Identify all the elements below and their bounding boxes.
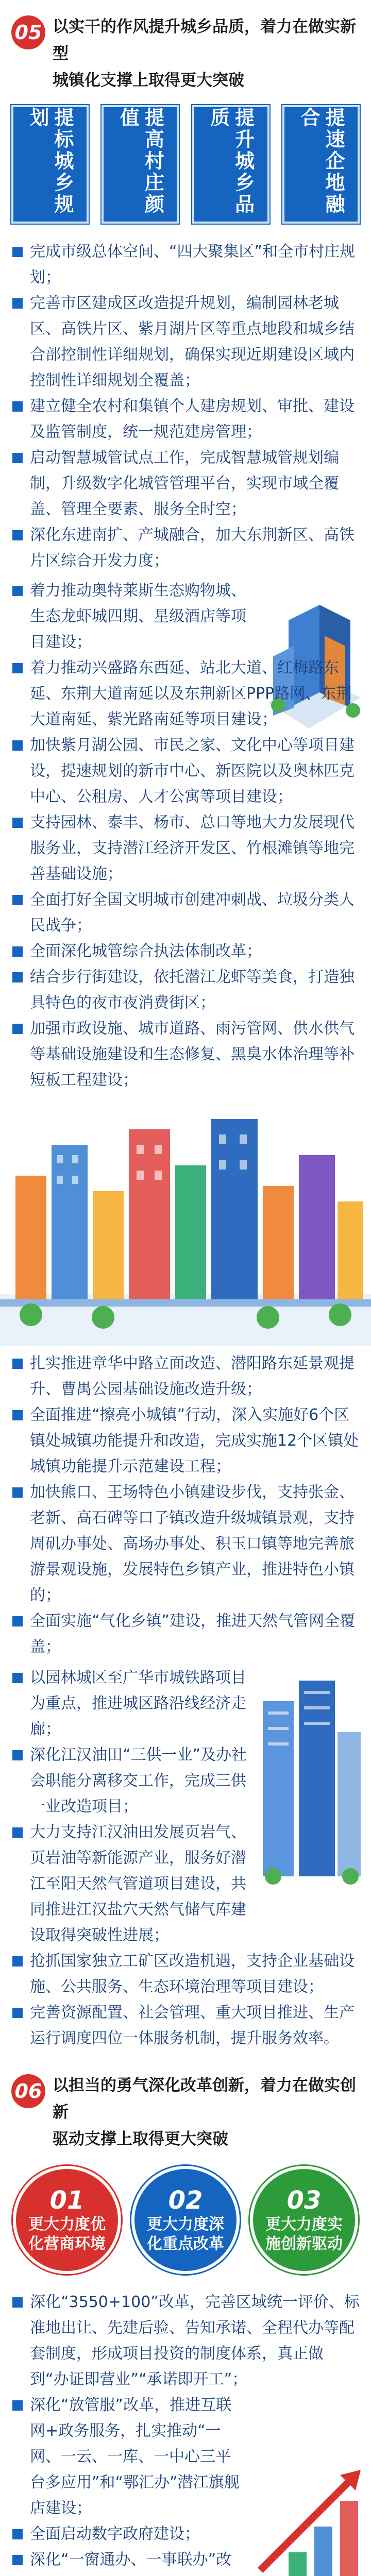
circle-item-3 — [247, 2166, 361, 2274]
list-item: 扎实推进章华中路立面改造、潜阳路东延景观提升、曹禺公园基础设施改造升级； — [12, 1351, 361, 1402]
section5-list-mid — [0, 1351, 371, 1660]
list-item: 着力推动奥特莱斯生态购物城、生态龙虾城四期、星级酒店等项目建设； — [12, 578, 258, 655]
list-item: 支持园林、泰丰、杨市、总口等地大力发展现代服务业，支持潜江经济开发区、竹根滩镇等地完善基础设施； — [12, 810, 361, 887]
list-item: 全面实施“气化乡镇”建设，推进天然气管网全覆盖； — [12, 1608, 361, 1660]
section5-title: 以实干的作风提升城乡品质，着力在做实新型 城镇化支撑上取得更大突破 — [53, 18, 356, 90]
section5-list-continued — [0, 655, 371, 1093]
list-item: 着力推动兴盛路东西延、站北大道、红梅路东延、东荆大道南延以及东荆新区PPP路网、东荆大道南延、紫光路南延等项目建设； — [12, 655, 361, 733]
circle-item-2 — [129, 2166, 242, 2274]
list-item: 深化“一窗通办、一事联办”改 — [12, 2547, 242, 2576]
section5-narrow-block-2 — [0, 1660, 371, 2052]
section5-list-top — [0, 224, 371, 574]
pillar-village: 提高村庄颜值 — [102, 105, 179, 224]
list-item: 全面打好全国文明城市创建冲刺战、垃圾分类人民战争； — [12, 887, 361, 939]
section6-title: 以担当的勇气深化改革创新，着力在做实创新 驱动支撑上取得更大突破 — [53, 2076, 356, 2148]
list-item: 全面推进“擦亮小城镇”行动，深入实施好6个区镇处城镇功能提升和改造，完成实施12个区镇处城镇功能提升示范建设工程； — [12, 1402, 361, 1480]
list-item: 启动智慧城管试点工作，完成智慧城管规划编制，升级数字化城管管理平台，实现市域全覆盖、管理全要素、服务全时空； — [12, 445, 361, 522]
list-item: 大力支持江汉油田发展页岩气、页岩油等新能源产业，服务好潜江至阳天然气管道项目建设，共同推进江汉盐穴天然气储气库建设取得突破性进展； — [12, 1820, 258, 1948]
pillar-planning: 提标城乡规划 — [11, 105, 89, 224]
list-item: 深化“放管服”改革，推进互联网+政务服务，扎实推动“一网、一云、一库、一中心三平台多应用”和“鄂汇办”潜江旗舰店建设； — [12, 2393, 242, 2521]
city-skyline-illustration — [0, 1098, 371, 1346]
section5-list-narrow-2b — [0, 1948, 371, 2052]
section6-header — [0, 2052, 371, 2153]
section6-number-badge: 06 — [11, 2074, 45, 2108]
list-item: 全面启动数字政府建设； — [12, 2521, 242, 2547]
section5-number-badge: 05 — [11, 15, 45, 49]
section6-list-block — [0, 2279, 371, 2576]
section5-header — [0, 0, 371, 94]
circle-badge: 02 更大力度深化重点改革 — [131, 2166, 240, 2274]
list-item: 加强市政设施、城市道路、雨污管网、供水供气等基础设施建设和生态修复、黑臭水体治理等补短板工程建设； — [12, 1016, 361, 1093]
pillar-integration: 提速企地融合 — [282, 105, 360, 224]
list-item: 全面深化城管综合执法体制改革； — [12, 939, 361, 964]
section6-circles — [0, 2153, 371, 2279]
circle-badge: 01 更大力度优化营商环境 — [13, 2166, 121, 2274]
section5-pillars — [0, 94, 371, 224]
list-item: 完成市级总体空间、“四大聚集区”和全市村庄规划； — [12, 239, 361, 291]
list-item: 结合步行街建设，依托潜江龙虾等美食，打造独具特色的夜市夜消费街区； — [12, 964, 361, 1016]
list-item: 深化“3550+100”改革，完善区域统一评价、标准地出让、先建后验、告知承诺、全程代办等配套制度，形成项目投资的制度体系，真正做到“办证即营业”“承诺即开工”； — [12, 2290, 361, 2393]
section5-narrow-block — [0, 574, 371, 1093]
list-item: 完善资源配置、社会管理、重大项目推进、生产运行调度四位一体服务机制，提升服务效率。 — [12, 2000, 361, 2052]
pillar-quality: 提升城乡品质 — [192, 105, 269, 224]
list-item: 完善市区建成区改造提升规划，编制园林老城区、高铁片区、紫月湖片区等重点地段和城乡结合部控制性详细规划，确保实现近期建设区域内控制性详细规划全覆盖； — [12, 291, 361, 394]
list-item: 建立健全农村和集镇个人建房规划、审批、建设及监管制度，统一规范建房管理； — [12, 394, 361, 445]
arrows-growth-illustration — [252, 2465, 366, 2576]
towers-illustration — [252, 1670, 366, 1887]
circle-badge: 03 更大力度实施创新驱动 — [250, 2166, 358, 2274]
list-item: 抢抓国家独立工矿区改造机遇，支持企业基础设施、公共服务、生态环境治理等项目建设； — [12, 1948, 361, 2000]
list-item: 加快紫月湖公园、市民之家、文化中心等项目建设，提速规划的新市中心、新医院以及奥林匹克中心、公租房、人才公寓等项目建设； — [12, 733, 361, 810]
list-item: 深化东进南扩、产城融合，加大东荆新区、高铁片区综合开发力度； — [12, 522, 361, 574]
circle-item-1 — [10, 2166, 124, 2274]
list-item: 以园林城区至广华市城铁路项目为重点，推进城区路沿线经济走廊； — [12, 1665, 258, 1742]
list-item: 加快熊口、王场特色小镇建设步伐，支持张金、老新、高石碑等口子镇改造升级城镇景观，支持周矶办事处、高场办事处、积玉口镇等地完善旅游景观设施，发展特色乡镇产业，推进特色小镇的； — [12, 1480, 361, 1608]
list-item: 深化江汉油田“三供一业”及办社会职能分离移交工作，完成三供一业改造项目； — [12, 1742, 258, 1820]
city-skyline-icon — [0, 1098, 371, 1346]
